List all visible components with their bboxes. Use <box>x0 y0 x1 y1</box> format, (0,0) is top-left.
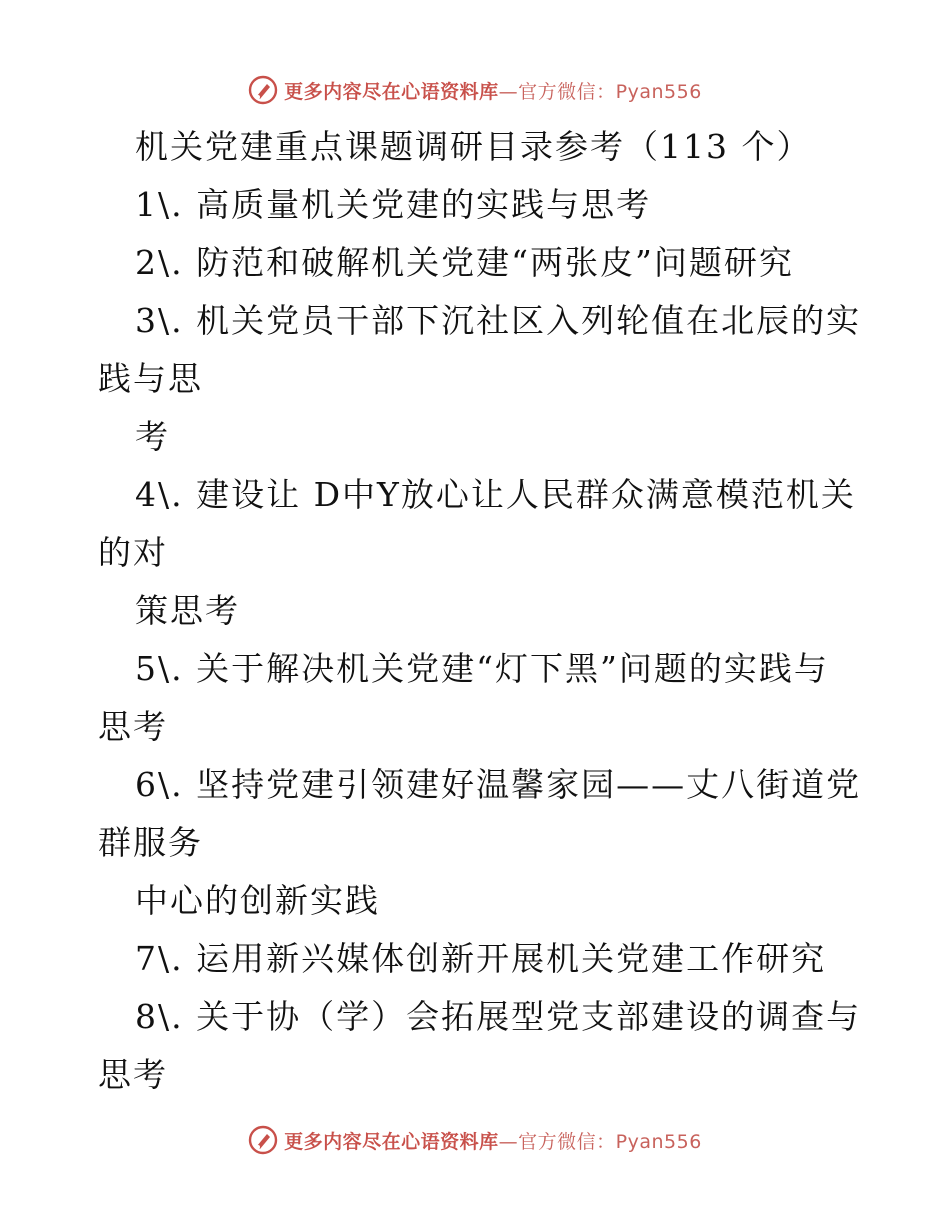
list-item: 5\. 关于解决机关党建“灯下黑”问题的实践与 <box>135 649 829 688</box>
list-item-continuation: 思考 <box>98 707 168 746</box>
watermark-text <box>284 77 702 104</box>
watermark-brand: 更多内容尽在心语资料库 <box>284 1130 499 1153</box>
list-item-continuation: 的对 <box>98 533 168 572</box>
watermark-separator: — <box>498 1130 519 1153</box>
watermark-text <box>284 1127 702 1154</box>
pen-logo-icon <box>248 75 278 105</box>
watermark-contact: 官方微信：Pyan556 <box>518 1130 702 1153</box>
watermark-contact: 官方微信：Pyan556 <box>518 80 702 103</box>
list-item: 3\. 机关党员干部下沉社区入列轮值在北辰的实 <box>135 301 862 340</box>
list-item-continuation: 思考 <box>98 1055 168 1094</box>
list-item-continuation: 考 <box>135 417 170 456</box>
watermark-brand: 更多内容尽在心语资料库 <box>284 80 499 103</box>
watermark-separator: — <box>498 80 519 103</box>
document-title: 机关党建重点课题调研目录参考（113 个） <box>135 127 812 166</box>
pen-logo-icon <box>248 1125 278 1155</box>
list-item-continuation: 策思考 <box>135 591 240 630</box>
footer-watermark <box>0 1120 950 1160</box>
list-item-continuation: 践与思 <box>98 359 203 398</box>
list-item: 7\. 运用新兴媒体创新开展机关党建工作研究 <box>135 939 827 978</box>
list-item-continuation: 群服务 <box>98 823 203 862</box>
list-item-continuation: 中心的创新实践 <box>135 881 380 920</box>
header-watermark <box>0 70 950 110</box>
list-item: 8\. 关于协（学）会拓展型党支部建设的调查与 <box>135 997 862 1036</box>
list-item: 6\. 坚持党建引领建好温馨家园——丈八街道党 <box>135 765 862 804</box>
list-item: 1\. 高质量机关党建的实践与思考 <box>135 185 652 224</box>
list-item: 4\. 建设让 D中Y放心让人民群众满意模范机关 <box>135 475 856 514</box>
list-item: 2\. 防范和破解机关党建“两张皮”问题研究 <box>135 243 794 282</box>
